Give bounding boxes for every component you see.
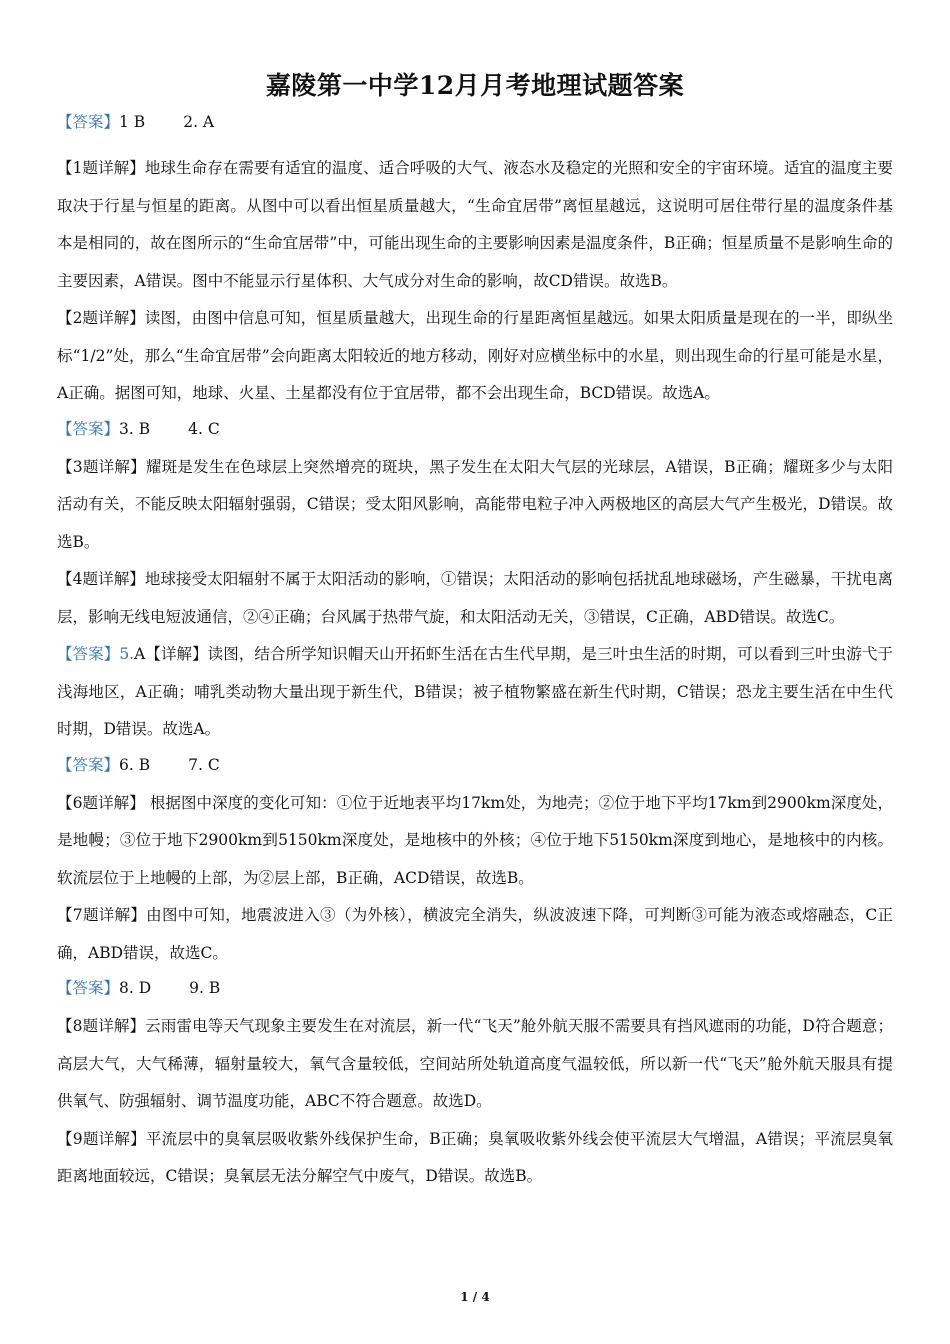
answer-tag: 【答案】: [57, 755, 120, 774]
answer-tag: 【答案】: [57, 645, 120, 663]
explanation-q9: 【9题详解】平流层中的臭氧层吸收紫外线保护生命，B正确；臭氧吸收紫外线会使平流层大气增温，A错误；平流层臭氧距离地面较远，C错误；臭氧层无法分解空气中废气，D错误。故选B。: [57, 1129, 893, 1185]
explanation-q1: 【1题详解】地球生命存在需要有适宜的温度、适合呼吸的大气、液态水及稳定的光照和安全的宇宙环境。适宜的温度主要取决于行星与恒星的距离。从图中可以看出恒星质量越大，“生命宜居带”离恒星越远，这说明可居住带行星的温度条件基本是相同的，故在图所示的“生命宜居带”中，可能出现生命的主要影响因素是温度条件，B正确；恒星质量不是影响生命的主要因素，A错误。图中不能显示行星体积、大气成分对生命的影响，故CD错误。故选B。: [57, 159, 893, 290]
answer-tag: 【答案】: [57, 113, 120, 131]
answer-value: 4. C: [188, 419, 220, 438]
explanation-q6: 【6题详解】 根据图中深度的变化可知：①位于近地表平均17km处，为地壳；②位于地下平均17km到2900km深度处，是地幔；③位于地下2900km到5150km深度处，是地核中的外核；④位于地下5150km深度到地心，是地核中的内核。软流层位于上地幔的上部，为②层上部，B正确，ACD错误，故选B。: [57, 793, 893, 887]
explanation-q4: 【4题详解】地球接受太阳辐射不属于太阳活动的影响，①错误；太阳活动的影响包括扰乱地球磁场，产生磁暴，干扰电离层，影响无线电短波通信，②④正确；台风属于热带气旋，和太阳活动无关，③错误，C正确，ABD错误。故选C。: [57, 570, 893, 626]
q5-text: A【详解】读图，结合所学知识帽天山开拓虾生活在古生代早期，是三叶虫生活的时期，可以看到三叶虫游弋于浅海地区，A正确；哺乳类动物大量出现于新生代，B错误；被子植物繁盛在新生代时期，C错误；恐龙主要生活在中生代时期，D错误。故选A。: [57, 645, 893, 738]
answer-tag: 【答案】: [57, 419, 120, 438]
answer-line-2: [57, 419, 893, 439]
answer-value: 8. D: [119, 979, 152, 997]
answer-value: 7. C: [188, 755, 220, 774]
answer-tag: 【答案】: [57, 979, 120, 997]
explanation-q2: 【2题详解】读图，由图中信息可知，恒星质量越大，出现生命的行星距离恒星越远。如果太阳质量是现在的一半，即纵坐标“1/2”处，那么“生命宜居带”会向距离太阳较近的地方移动，刚好对应横坐标中的水星，则出现生命的行星可能是水星，A正确。据图可知，地球、火星、土星都没有位于宜居带，都不会出现生命，BCD错误。故选A。: [57, 309, 893, 402]
explanation-q7: 【7题详解】由图中可知，地震波进入③（为外核），横波完全消失，纵波波速下降，可判断③可能为液态或熔融态，C正确，ABD错误，故选C。: [57, 906, 893, 962]
answer-value: 1 B: [119, 113, 146, 131]
explanation-q8: 【8题详解】云雨雷电等天气现象主要发生在对流层，新一代“飞天”舱外航天服不需要具有挡风遮雨的功能，D符合题意；高层大气，大气稀薄，辐射量较大，氧气含量较低，空间站所处轨道高度气温较低，所以新一代“飞天”舱外航天服具有提供氧气、防强辐射、调节温度功能，ABC不符合题意。故选D。: [57, 1017, 893, 1110]
answer-value: 6. B: [119, 755, 151, 774]
answer-value: 9. B: [189, 979, 221, 997]
explanation-q3: 【3题详解】耀斑是发生在色球层上突然增亮的斑块，黑子发生在太阳大气层的光球层，A错误，B正确；耀斑多少与太阳活动有关，不能反映太阳辐射强弱，C错误；受太阳风影响，高能带电粒子冲入两极地区的高层大气产生极光，D错误。故选B。: [57, 457, 893, 551]
explanation-q5: [57, 636, 893, 749]
answer-value: 2. A: [183, 113, 215, 131]
answer-line-4: [57, 978, 893, 998]
answer-line-1: [57, 112, 893, 132]
page-number: 1 / 4: [460, 1290, 490, 1304]
q5-number: 5.: [119, 645, 135, 663]
document-body: [57, 112, 893, 1196]
answer-value: 3. B: [119, 419, 151, 438]
page-title: 嘉陵第一中学12月月考地理试题答案: [265, 71, 685, 100]
answer-line-3: [57, 755, 893, 775]
